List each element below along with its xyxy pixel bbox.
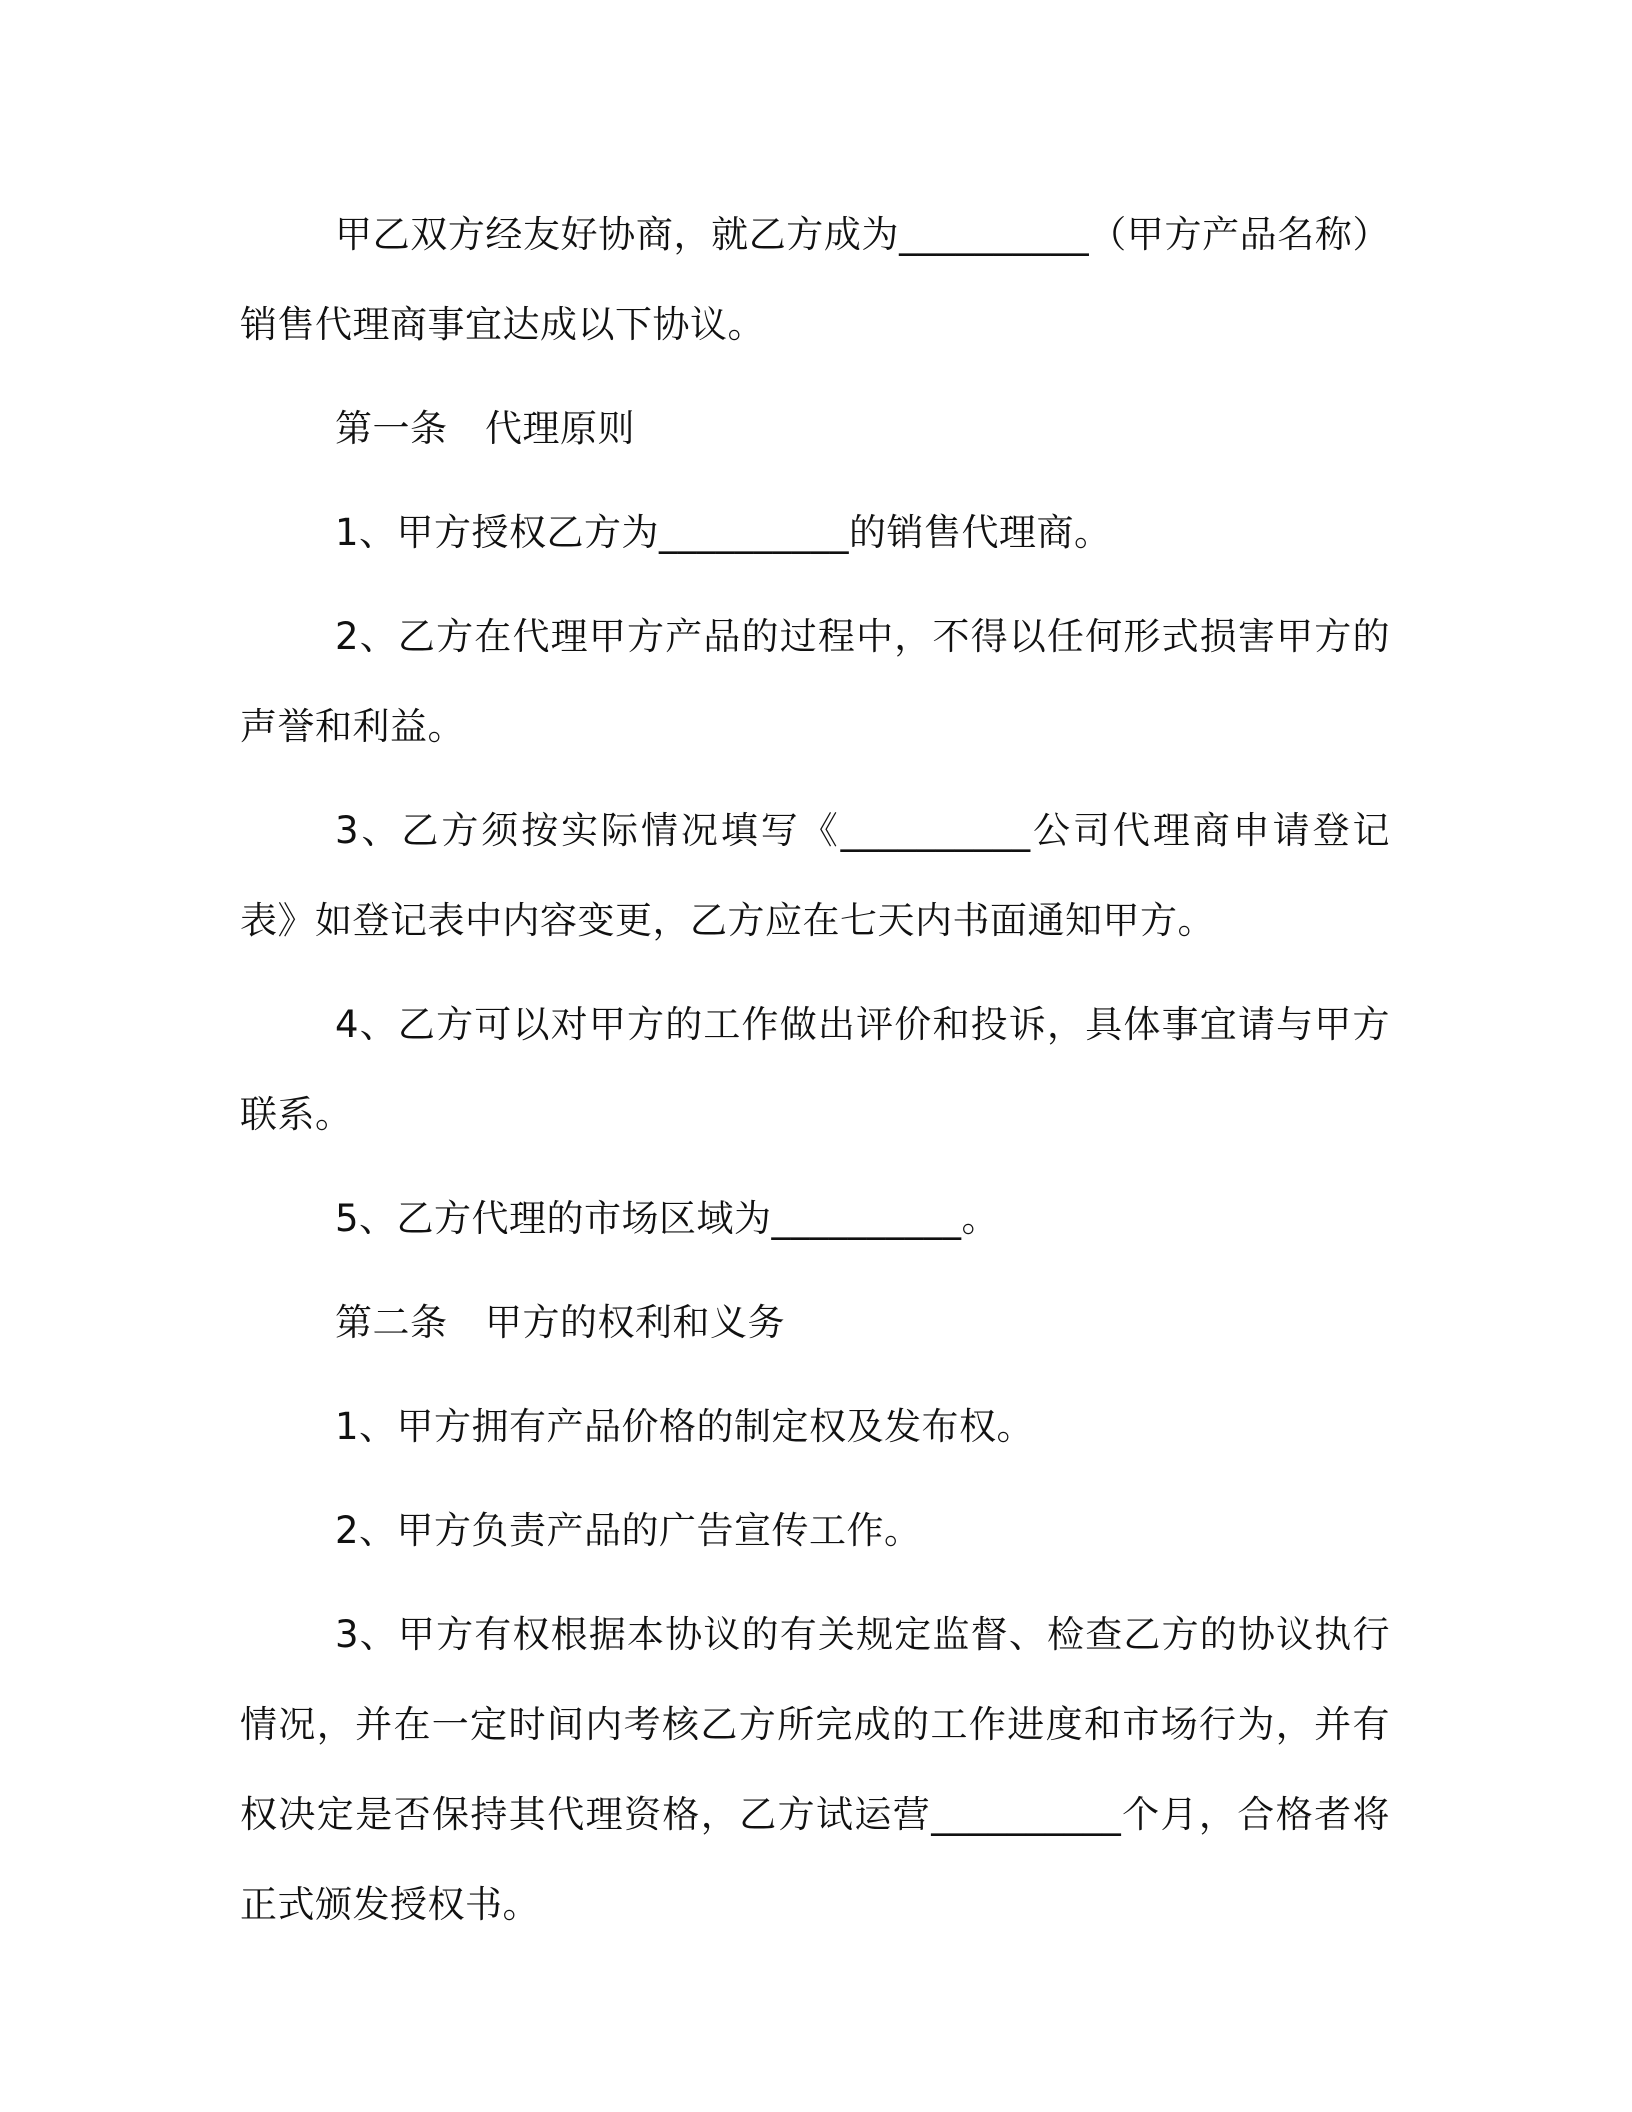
article-2-clause-1: 1、甲方拥有产品价格的制定权及发布权。 [335,1405,1035,1448]
article-2-clause-2: 2、甲方负责产品的广告宣传工作。 [335,1509,922,1552]
article-1-clause-4: 4、乙方可以对甲方的工作做出评价和投诉，具体事宜请与甲方联系。 [240,1003,1390,1136]
document-body [240,190,1390,1964]
article-1-heading: 第一条 代理原则 [335,407,635,450]
article-1-clause-1: 1、甲方授权乙方为__________的销售代理商。 [335,511,1112,554]
intro-paragraph: 甲乙双方经友好协商，就乙方成为__________（甲方产品名称）销售代理商事宜达成以下协议。 [240,213,1390,346]
article-1-clause-3: 3、乙方须按实际情况填写《__________公司代理商申请登记表》如登记表中内容变更，乙方应在七天内书面通知甲方。 [240,809,1390,942]
article-1-clause-5: 5、乙方代理的市场区域为__________。 [335,1197,1000,1240]
article-2-heading: 第二条 甲方的权利和义务 [335,1301,785,1344]
article-2-clause-3: 3、甲方有权根据本协议的有关规定监督、检查乙方的协议执行情况，并在一定时间内考核乙方所完成的工作进度和市场行为，并有权决定是否保持其代理资格，乙方试运营__________个月，合格者将正式颁发授权书。 [240,1613,1390,1926]
article-1-clause-2: 2、乙方在代理甲方产品的过程中，不得以任何形式损害甲方的声誉和利益。 [240,615,1390,748]
